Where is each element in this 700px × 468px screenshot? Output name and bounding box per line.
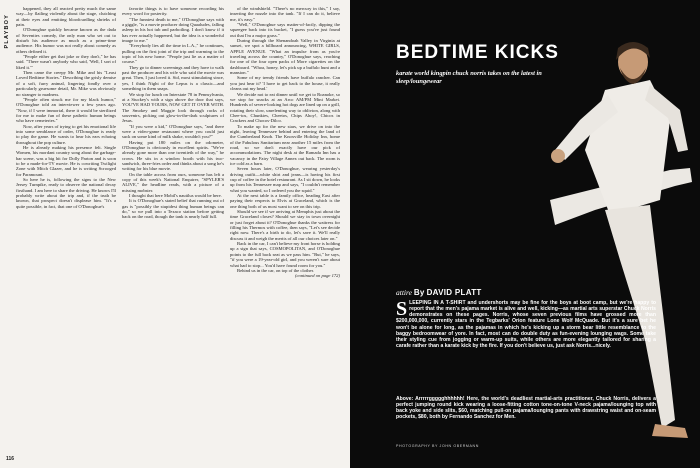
paragraph: "Well," O'Donoghue says matter-of-factly, dipping the squeegee back into its bucket, "I guess you've just found out that I'm a major grass." (230, 22, 340, 38)
paragraph: "People either get that joke or they don't," he has said. "There wasn't anybody who said, 'Well, I sort of liked it.'" (16, 54, 116, 70)
headline: BEDTIME KICKS (396, 42, 559, 63)
deck: karate world kingpin chuck norris takes on the latest in sleep/loungewear (396, 70, 542, 85)
paragraph: O'Donoghue quickly became known as the dada of Seventies comedy, the only man who set out to disturb his audience as much as a prime-time audience. His humor was not really about comedy as others defined it. (16, 27, 116, 54)
paragraph: "If you were a kid," O'Donoghue says, "and there were a video-game restaurant where you could just suck on some kind of milk shake, wouldn't you?" (122, 123, 224, 140)
paragraph: To make up for the new stars, we drive on into the night, leaving Tennessee behind and entering the land of the Cumberland Knob. The Knoxville Holiday Inn, home of the Fabulous Sanitarium near another 15 miles from the road, so we don't exactly have our pick of accommodations. The night desk at the Ramada Inn has a vacancy in the Fairy Village Annex out back. The room is ice cold as a barn. (230, 123, 340, 166)
right-page (350, 0, 700, 468)
paragraph: I thought that here Mobil's nautilus would be here. (129, 193, 222, 199)
paragraph: We decide not to eat dinner until we get to Roanoke, so we stop for snacks at an Arco AM/PM Mini Market. Hundreds of severe-looking hot dogs are lined up on a grill, rotating their slow, unrelenting way to oblivion, along with Chee-tos, Chunkies, Cheetos, Chips Ahoy!, Chicos in Crackers and Chocos-Dilco. (230, 91, 340, 124)
continued-note: (continued on page 172) (294, 273, 340, 279)
paragraph: Then came the creepy Mr. Mike and his "Least Loved Bedtime Stories." Describing the grisly demise of a soft, furry animal, lingering fondly over a particularly gruesome detail, Mr. Mike was obviously no stranger to madness. (16, 70, 116, 97)
article-column-2 (122, 6, 224, 458)
paragraph: "The funniest death to me," O'Donoghue says with a giggle, "is a movie producer doing Quaaludes, falling asleep in his hot tub and parboiling. I don't know if it has ever actually happened, but the idea is a wonderful image to me." (122, 16, 224, 44)
photo-credit: PHOTOGRAPHY BY JOHN OBERMANN (396, 444, 479, 448)
article-column-3 (230, 6, 340, 458)
paragraph: So here he is, following the signs to the New Jersey Turnpike, ready to observe the national decay firsthand. I am here to share the driving. He knows I'll probably write about the trip and, if the truth be known, that prospect doesn't displease him. "It's a quite possible, in fact, that one of O'Donoghue's (16, 177, 116, 209)
drop-cap: S (396, 298, 408, 320)
article-column-1 (16, 6, 116, 458)
paragraph: Some of my trendy friends have buffalo rancher. Can you just hear it? 'I have to get back to the house, it really cleans out my head.' (230, 75, 340, 92)
paragraph: "People often struck me for my black humor," O'Donoghue told an interviewer a few years ago. "Now, if I were immortal, there it would be sterilized for me to make fun of these pathetic human beings who have cemeteries." (16, 96, 116, 124)
left-fist (551, 149, 565, 163)
paragraph: happened, they all reacted pretty much the same way—by flailing violently about the stage, clutching at their eyes and emitting bloodcurdling shrieks of pain. (16, 6, 116, 28)
paragraph: We stop for lunch on Interstate 78 in Pennsylvania, at a Stuckey's with a sign above the door that says, YOU'VE HAD YOURS, NOW GET IT OVER WITH. The Smokey and Maggie look through racks of souvenirs, picking out glow-in-the-dark sculptures of Jesus. (122, 91, 224, 124)
paragraph: Behind us in the car, on top of the clothes (237, 267, 314, 273)
paragraph: Now, after years of trying to get his emotional life into some semblance of order, O'Donoghue is ready to play the game. He wants to hear his ears echoing throughout the pop culture. (16, 123, 116, 145)
paragraph: On the table across from ours, someone has left a copy of this week's National Enquirer, "SPYLER'S ALIVE," the headline reads, with a picture of a missing mobster. (122, 171, 224, 193)
paragraph: favorite things is to have someone recording his every word for posterity. (122, 6, 224, 17)
paragraph: Back in the car, I can't believe my front horse is holding up a sign that says, COSMOPOLITAN, and O'Donoghue points to the full back seat as we pass him. "But," he says, "if you were a 19-year-old girl, and you weren't sure about what had to stop... You'd have found room for you." (230, 241, 340, 268)
caption-body: the world's deadliest martial-arts practitioner, Chuck Norris, delivers a perfect jumping round kick wearing a loose-fitting cotton tone-on-tone V-neck pajama/lounging top with back yoke and side slits, $60, matching pull-on pajama/lounging pants with drawstring waist and on-seam pockets, $80, both by Fernando Sanchez for Men. (396, 396, 656, 421)
byline (396, 288, 482, 297)
caption-lead: Above: Arrrrrggggghhhhhh! Here, (396, 396, 480, 402)
paragraph: Seven hours later, O'Donoghue, wearing yesterday's driving outfit—white shirt and jeans—is having his first cup of coffee in the hotel restaurant. As I sit down, he looks up from his Tennessee map and says, "I couldn't remember what you wanted, so I ordered you the squid." (230, 166, 340, 193)
byline-by: By (413, 288, 425, 297)
byline-author: DAVID PLATT (426, 288, 482, 297)
intro-body: LEEPING IN A T-SHIRT and undershorts may be fine for the boys at boot camp, but we're happy to report that the men's pajama market is alive and well, kicking—as martial arts superstar Chuck Norris demonstrates on these pages. Norris, whose seven previous films have grossed more than $200,000,000, currently stars in the Tegbarks' Orion feature Lone Wolf McQuade. But it's a sure bet he won't be alone for long, as the pajamas in which he's kicking up a storm bear little resemblance to the baggy bedroomwear of yore. In fact, most can do double duty as fun-evening lounging wags. Some take their styling cue from jogging or warm-up suits, while others are more elegantly tailored for sharing a carafe rather than a karate kick by the fire. If you don't believe us, just ask Norris...nicely. (396, 300, 656, 350)
paragraph: It is O'Donoghue's stated belief that running out of gas is "possibly the stupidest thing human beings can do," so we pull into a Texaco station before getting back on the road, though the tank is nearly half full. (122, 198, 224, 220)
paragraph: of the windshield. "There's no mercury in this," I say, inserting the nozzle into the tank. "If I can do it, believe me, it's easy." (230, 6, 340, 22)
paragraph: Having put 180 miles on the odometer, O'Donoghue is obviously in excellent spirits. "We've already gone more than one twentieth of the way," he crows. He sits in a window booth with his two-sandwich, three-fries order and thinks about a song he's writing for his blue movie. (122, 139, 224, 172)
paragraph: "Everybody lies all the time in L.A.," he continues, pulling on the first joint of the trip and warming to the topic of his new home. "People just lie as a matter of course." (122, 43, 224, 65)
paragraph: They go to dinner screenings and they have to walk past the producer and his wife who said the movie was great. Then, I just loved it. Sid, most stimulating since, yes, I think Night of the Lepus is a classic—and something in them snaps. (122, 64, 224, 92)
photo-caption (396, 396, 656, 421)
paragraph: Should we see if we arriving at Memphis just about the time Graceland closes? Should we stay in town overnight or just forget about it? O'Donoghue thanks the waitress for filling his Thermos with coffee, then says, "Let's see decide right now. There's a birth to do, let's save it. We'll really discuss it and weigh the merits of all our choices later on." (230, 209, 340, 241)
paragraph: During through the Shenandoah Valley in Virginia at sunset, we spot a billboard announcing, WHITE GIRLS, APPLE AVENUE. "What an impulse from as you're traveling across the country," O'Donoghue says, reaching for one of the four open packs of More cigarettes on the dashboard. "Whoa, honey, let's pick up a buffalo hunt and a mansion." (230, 38, 340, 76)
magazine-name: PLAYBOY (4, 14, 10, 49)
byline-prefix: attire (396, 288, 412, 297)
page-number: 116 (6, 456, 15, 462)
intro-text (396, 300, 656, 349)
paragraph: At the next table is a family office, heading East after paying their respects to Elvis at Graceland, which is the one thing both of us most want to see on this trip. (230, 193, 340, 209)
paragraph: He is already making his presence felt. Single Women, his mordant country song about the garbage-bar scene, was a big hit for Dolly Parton and is soon to be a made-for-TV movie. He is cowriting Twilight Zone with Mitch Glazer, and he is writing Scrooged for Paramount. (16, 144, 116, 177)
